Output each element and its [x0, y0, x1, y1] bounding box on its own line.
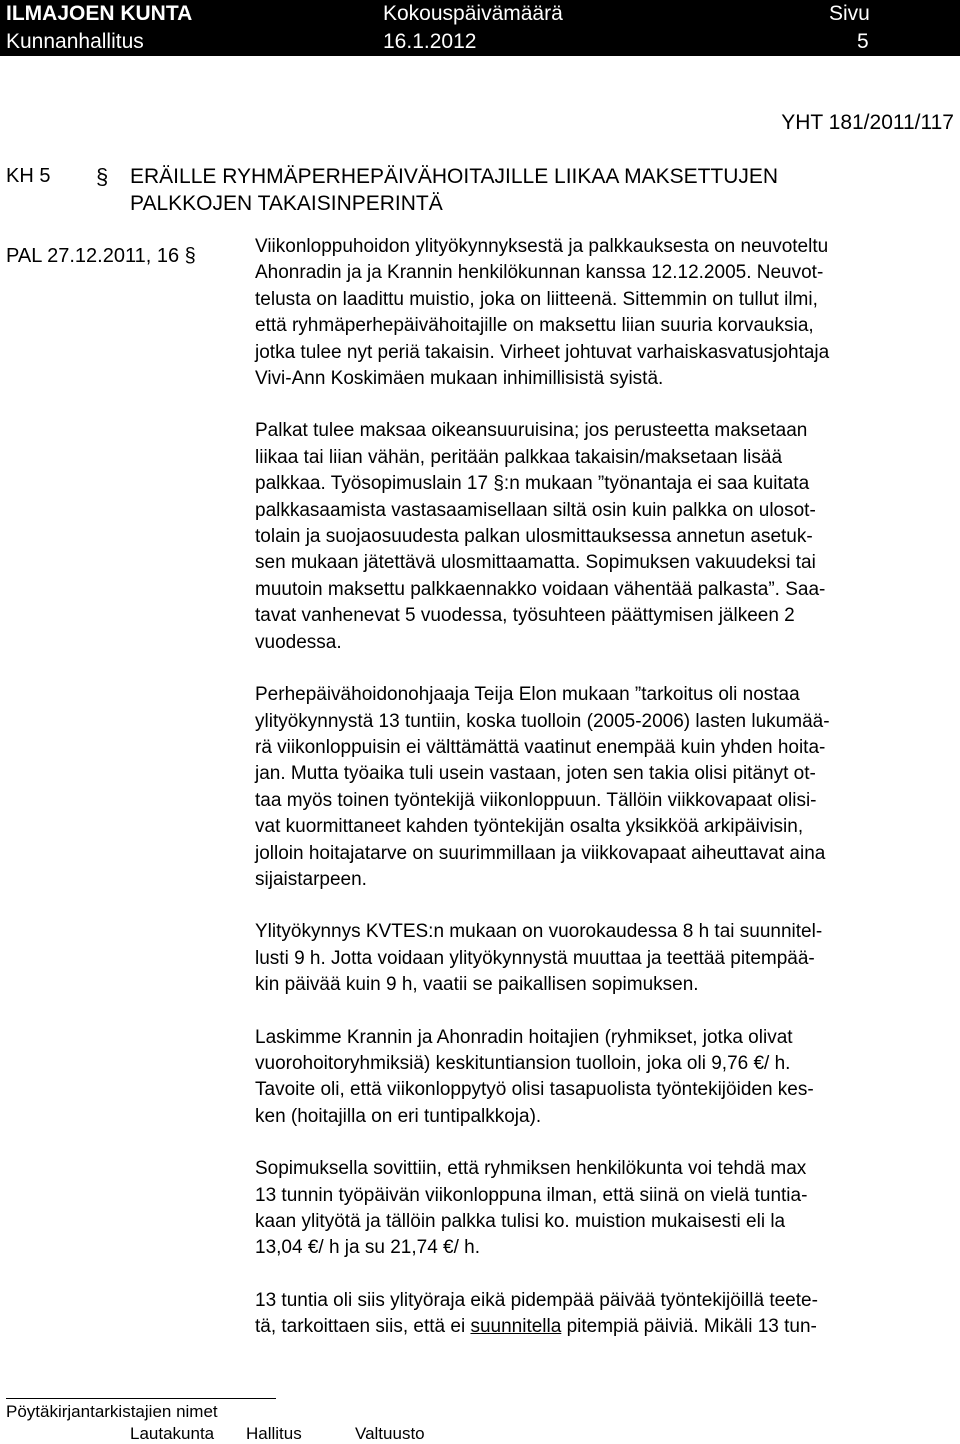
text-segment: tä, tarkoittaen siis, että ei	[255, 1316, 471, 1338]
item-number: KH 5	[6, 165, 51, 187]
text-line: kin päivää kuin 9 h, vaatii se paikallisen sopimuksen.	[255, 974, 699, 996]
date-label: Kokouspäivämäärä	[383, 2, 563, 25]
paragraph	[255, 682, 952, 893]
footer-col-lautakunta: Lautakunta	[130, 1424, 215, 1443]
text-line: vuorohoitoryhmiksiä) keskituntiansion tuolloin, joka oli 9,76 €/ h.	[255, 1052, 791, 1074]
text-line: muutoin maksettu palkkaennakko voidaan vähentää palkasta”. Saa-	[255, 578, 826, 600]
text-line: vat kuormittaneet kahden työntekijän osalta yksikköä arkipäivisin,	[255, 816, 804, 838]
text-line: Laskimme Krannin ja Ahonradin hoitajien (ryhmikset, jotka olivat	[255, 1026, 793, 1048]
underlined-word: suunnitella	[470, 1316, 562, 1338]
text-line: telusta on laadittu muistio, joka on liitteenä. Sittemmin on tullut ilmi,	[255, 288, 818, 310]
paragraph	[255, 1288, 952, 1341]
header-row-1	[0, 0, 960, 28]
text-line: 13 tunnin työpäivän viikonloppuna ilman, että siinä on vielä tuntia-	[255, 1184, 808, 1206]
text-line: Palkat tulee maksaa oikeansuuruisina; jos perusteetta maksetaan	[255, 420, 808, 442]
paragraph	[255, 418, 952, 656]
item-title-line: PALKKOJEN TAKAISINPERINTÄ	[130, 192, 443, 215]
text-line: Ahonradin ja ja Krannin henkilökunnan kanssa 12.12.2005. Neuvot-	[255, 262, 824, 284]
text-line: vuodessa.	[255, 631, 342, 653]
page-label: Sivu	[829, 2, 870, 25]
text-line: jotka tulee nyt periä takaisin. Virheet johtuvat varhaiskasvatusjohtaja	[255, 341, 830, 363]
pal-reference	[6, 245, 196, 268]
text-line: kaan ylityötä ja tällöin palkka tulisi ko. muistion mukaisesti eli la	[255, 1211, 786, 1232]
text-line: Sopimuksella sovittiin, että ryhmiksen henkilökunta voi tehdä max	[255, 1158, 807, 1180]
text-line: 13 tuntia oli siis ylityöraja eikä pidempää päivää työntekijöillä teete-	[255, 1289, 818, 1311]
text-line: ylityökynnystä 13 tuntiin, koska tuolloin (2005-2006) lasten lukumää-	[255, 710, 830, 732]
text-line: Perhepäivähoidonohjaaja Teija Elon mukaan ”tarkoitus oli nostaa	[255, 684, 800, 706]
footer-rule	[6, 1398, 276, 1399]
text-line: lusti 9 h. Jotta voidaan ylityökynnystä muuttaa ja teettää pitempää-	[255, 947, 815, 969]
org-name: ILMAJOEN KUNTA	[6, 2, 193, 25]
text-line: taa myös toinen työntekijä viikonloppuun. Tällöin viikkovapaat olisi-	[255, 789, 817, 811]
text-line: Ylityökynnys KVTES:n mukaan on vuorokaudessa 8 h tai suunnitel-	[255, 921, 823, 943]
header-row-2	[0, 28, 960, 56]
case-reference: YHT 181/2011/117	[781, 111, 954, 134]
signers-label: Pöytäkirjantarkistajien nimet	[6, 1402, 218, 1421]
paragraph	[255, 1156, 952, 1262]
text-line: palkkasaamista vastasaamisellaan siltä osin kuin palkka on ulosot-	[255, 499, 816, 521]
section-mark: §	[96, 164, 109, 189]
text-line: Vivi-Ann Koskimäen mukaan inhimillisistä syistä.	[255, 368, 664, 390]
page-number: 5	[857, 30, 869, 53]
text-line: 13,04 €/ h ja su 21,74 €/ h.	[255, 1237, 481, 1259]
board-name: Kunnanhallitus	[6, 30, 144, 53]
text-line: että ryhmäperhepäivähoitajille on maksettu liian suuria korvauksia,	[255, 315, 814, 337]
document-body	[255, 234, 952, 1367]
paragraph	[255, 234, 952, 392]
text-line: ken (hoitajilla on eri tuntipalkkoja).	[255, 1105, 542, 1127]
text-line: jolloin hoitajatarve on suurimmillaan ja viikkovapaat aiheuttavat aina	[255, 842, 826, 864]
text-line: rä viikonloppuisin ei välttämättä vaatinut enempää kuin yhden hoita-	[255, 736, 826, 758]
text-line: tolain ja suojaosuudesta palkan ulosmittauksessa annetun asetuk-	[255, 526, 813, 548]
text-line: sen mukaan jätettävä ulosmittaamatta. Sopimuksen vakuudeksi tai	[255, 552, 816, 574]
pal-ref-text: PAL 27.12.2011, 16	[6, 245, 180, 267]
text-line: tavat vanhenevat 5 vuodessa, työsuhteen päättymisen jälkeen 2	[255, 605, 795, 627]
item-title-line: ERÄILLE RYHMÄPERHEPÄIVÄHOITAJILLE LIIKAA MAKSETTUJEN	[130, 165, 779, 188]
text-line: palkkaa. Työsopimuslain 17 §:n mukaan ”työnantaja ei saa kuitata	[255, 473, 810, 495]
text-line: sijaistarpeen.	[255, 868, 367, 890]
footer-col-valtuusto: Valtuusto	[355, 1424, 425, 1443]
text-line: jan. Mutta työaika tuli usein vastaan, joten sen takia olisi pitänyt ot-	[255, 763, 816, 785]
item-title	[130, 163, 778, 217]
pal-section-mark: §	[184, 245, 196, 267]
text-line: liikaa tai liian vähän, peritään palkkaa takaisin/maksetaan lisää	[255, 446, 783, 468]
text-segment: pitempiä päiviä. Mikäli 13 tun-	[561, 1316, 817, 1338]
paragraph	[255, 919, 952, 998]
text-line: Tavoite oli, että viikonloppytyö olisi tasapuolista työntekijöiden kes-	[255, 1079, 814, 1101]
footer-col-hallitus: Hallitus	[246, 1424, 302, 1443]
meeting-date: 16.1.2012	[383, 30, 477, 53]
paragraph	[255, 1025, 952, 1131]
text-line: Viikonloppuhoidon ylityökynnyksestä ja palkkauksesta on neuvoteltu	[255, 236, 829, 257]
